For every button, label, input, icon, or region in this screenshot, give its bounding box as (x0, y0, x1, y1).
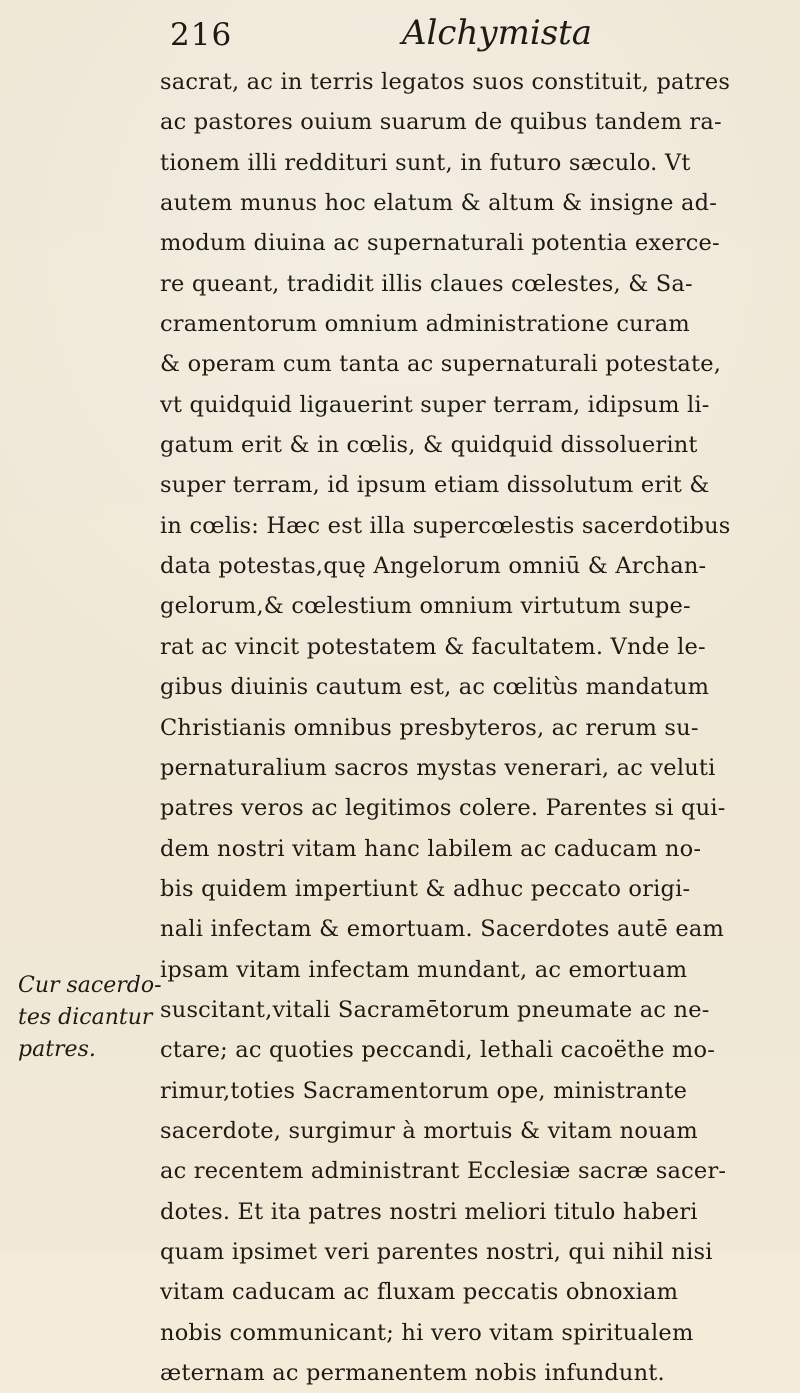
text-line: gibus diuinis cautum est, ac cœlitùs mandatum (160, 674, 710, 701)
text-line: sacerdote, surgimur à mortuis & vitam nouam (160, 1117, 698, 1144)
text-line: nobis communicant; hi vero vitam spiritualem (160, 1319, 694, 1346)
text-line: Christianis omnibus presbyteros, ac rerum su- (160, 714, 699, 741)
text-line: in cœlis: Hæc est illa supercœlestis sacerdotibus (160, 512, 731, 539)
text-line: modum diuina ac supernaturali potentia exerce- (160, 230, 720, 257)
text-line: rimur,toties Sacramentorum ope, ministrante (160, 1077, 688, 1104)
text-line: vitam caducam ac fluxam peccatis obnoxiam (160, 1279, 679, 1306)
text-line: cramentorum omnium administratione curam (160, 311, 690, 338)
text-line: nali infectam & emortuam. Sacerdotes autē eam (160, 916, 725, 943)
text-line: bis quidem impertiunt & adhuc peccato origi- (160, 875, 691, 902)
text-line: autem munus hoc elatum & altum & insigne ad- (160, 190, 717, 217)
text-line: data potestas,quę Angelorum omniū & Archan- (160, 553, 707, 580)
text-line: ctare; ac quoties peccandi, lethali cacoëthe mo- (160, 1037, 716, 1064)
text-line: gelorum,& cœlestium omnium virtutum supe- (160, 593, 691, 620)
text-line: re queant, tradidit illis claues cœlestes, & Sa- (160, 270, 693, 297)
text-line: rat ac vincit potestatem & facultatem. Vnde le- (160, 633, 706, 660)
margin-note-line: patres. (18, 1037, 96, 1062)
text-line: dem nostri vitam hanc labilem ac caducam no- (160, 835, 702, 862)
text-line: æternam ac permanentem nobis infundunt. (160, 1360, 665, 1386)
page-number: 216 (170, 17, 233, 53)
text-line: gatum erit & in cœlis, & quidquid dissoluerint (160, 432, 698, 459)
margin-note-line: Cur sacerdo- (18, 973, 162, 998)
running-title: Alchymista (402, 13, 593, 53)
text-line: ipsam vitam infectam mundant, ac emortuam (160, 956, 688, 983)
text-line: super terram, id ipsum etiam dissolutum erit & (160, 472, 710, 499)
text-line: dotes. Et ita patres nostri meliori titulo haberi (160, 1198, 698, 1225)
text-line: & operam cum tanta ac supernaturali potestate, (160, 351, 722, 378)
text-line: tionem illi reddituri sunt, in futuro sæculo. Vt (160, 149, 691, 176)
text-line: patres veros ac legitimos colere. Parentes si qui- (160, 795, 726, 822)
margin-note-line: tes dicantur (18, 1005, 153, 1030)
text-line: ac recentem administrant Ecclesiæ sacræ sacer- (160, 1158, 727, 1185)
text-line: quam ipsimet veri parentes nostri, qui nihil nisi (160, 1238, 713, 1265)
text-line: pernaturalium sacros mystas venerari, ac veluti (160, 754, 716, 781)
margin-note (18, 970, 162, 1066)
text-line: ac pastores ouium suarum de quibus tandem ra- (160, 109, 722, 136)
text-line: vt quidquid ligauerint super terram, idipsum li- (160, 391, 710, 418)
text-line: suscitant,vitali Sacramētorum pneumate ac ne- (160, 996, 710, 1023)
main-text-block (160, 62, 798, 1393)
text-line: sacrat, ac in terris legatos suos constituit, patres (160, 69, 731, 95)
